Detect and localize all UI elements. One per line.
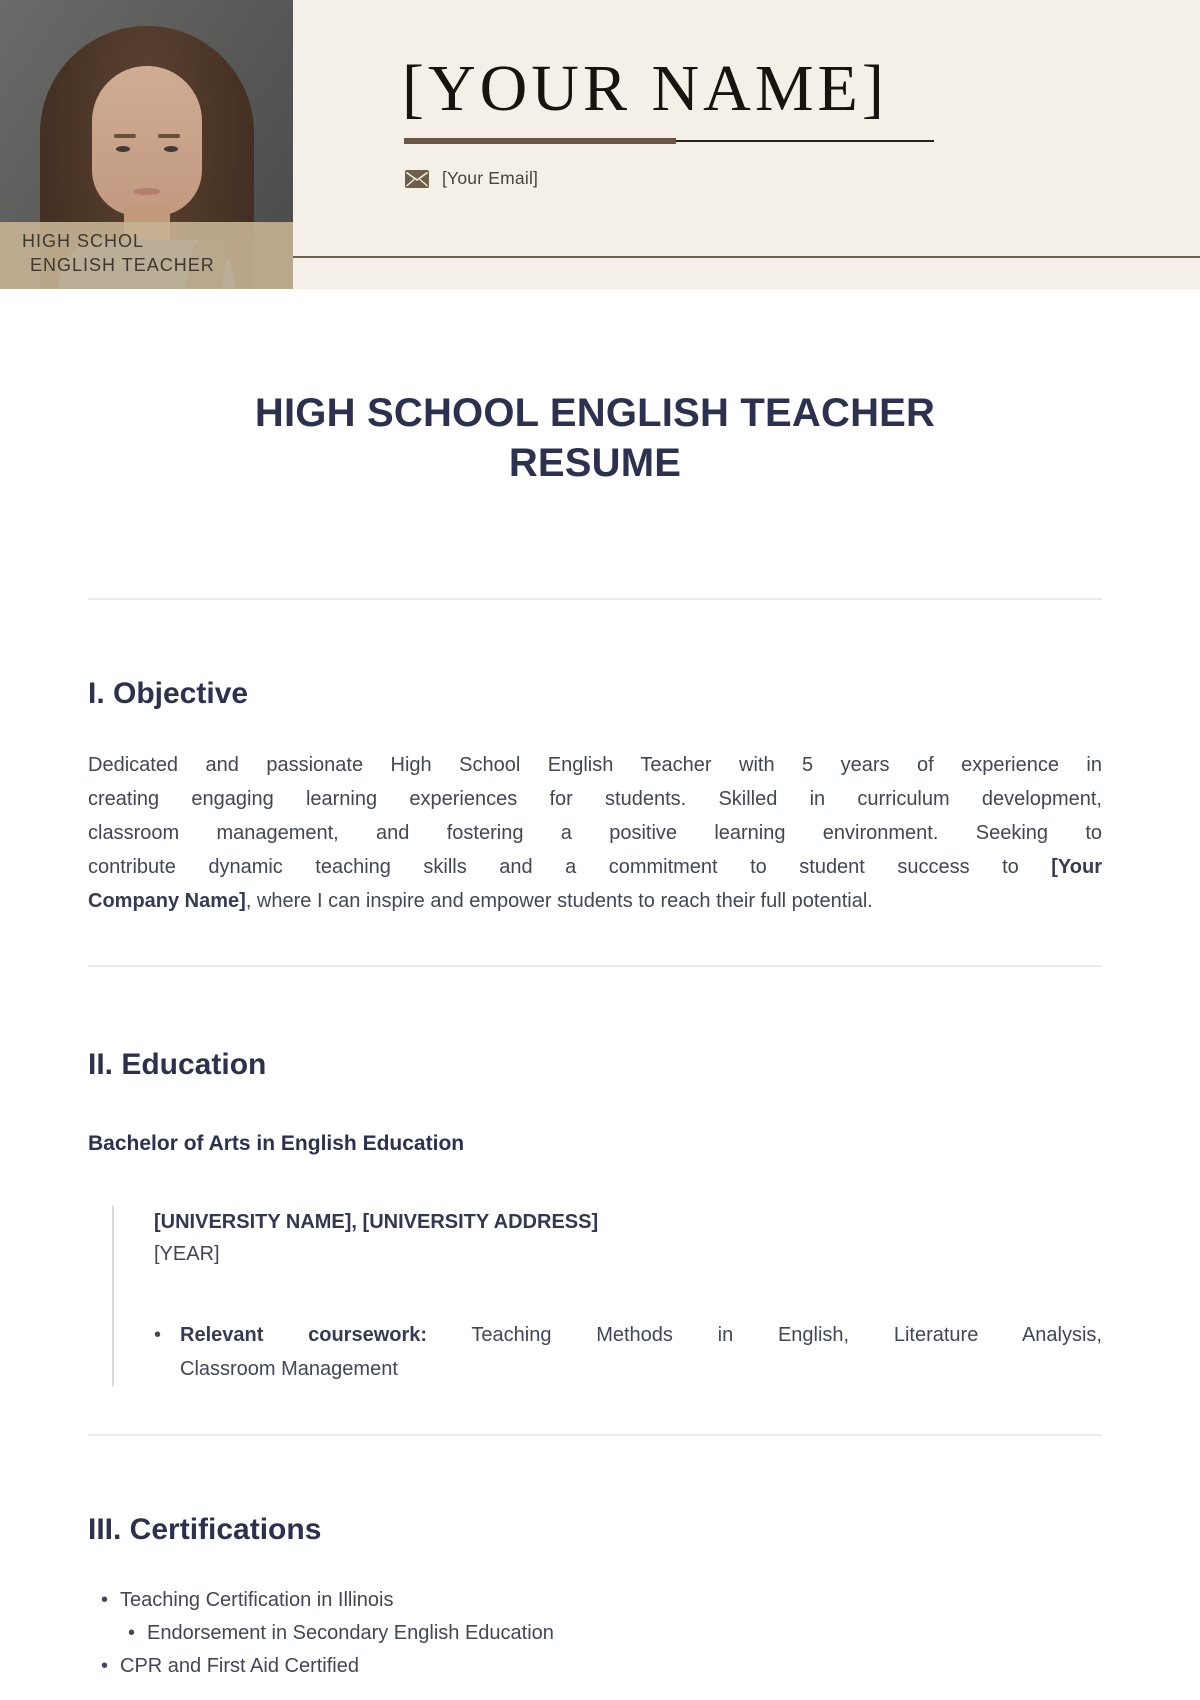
list-item xyxy=(115,1617,1102,1650)
photo-mouth xyxy=(134,188,160,195)
bullet-icon xyxy=(154,1318,180,1386)
company-name-placeholder: [Your xyxy=(1051,856,1102,878)
education-details xyxy=(112,1206,1102,1386)
coursework-label: Relevant coursework: xyxy=(180,1324,428,1346)
email-label: [Your Email] xyxy=(442,168,539,188)
bullet-icon xyxy=(128,1617,147,1650)
profile-photo xyxy=(0,0,293,289)
list-item xyxy=(88,1650,1102,1683)
objective-heading: I. Objective xyxy=(88,677,249,710)
objective-line: Dedicated and passionate High School English Teacher with 5 years of experience in xyxy=(88,754,1102,776)
header-divider xyxy=(293,256,1200,258)
objective-line: creating engaging learning experiences for students. Skilled in curriculum development, xyxy=(88,788,1102,810)
email-row xyxy=(405,168,538,189)
name-underline-rule xyxy=(676,140,934,142)
page-title xyxy=(88,289,1102,488)
company-name-placeholder: Company Name] xyxy=(88,890,246,912)
page-title-line2: RESUME xyxy=(508,441,682,485)
section-divider xyxy=(88,965,1102,967)
candidate-name: [YOUR NAME] xyxy=(402,52,888,125)
objective-line: classroom management, and fostering a positive learning environment. Seeking to xyxy=(88,822,1102,844)
bullet-icon xyxy=(101,1584,120,1617)
coursework-item xyxy=(154,1318,1102,1386)
photo-caption xyxy=(0,222,293,289)
objective-line: Company Name], where I can inspire and empower students to reach their full potential. xyxy=(88,890,873,912)
photo-eye xyxy=(116,146,130,152)
section-divider xyxy=(88,1434,1102,1436)
certifications-list xyxy=(88,1584,1102,1683)
page-header xyxy=(0,0,1200,289)
photo-eye xyxy=(164,146,178,152)
certification-text: Endorsement in Secondary English Education xyxy=(147,1622,554,1644)
document-body xyxy=(88,289,1102,1683)
certification-text: CPR and First Aid Certified xyxy=(120,1655,359,1677)
year-line: [YEAR] xyxy=(154,1243,220,1265)
coursework-text: Relevant coursework: Teaching Methods in English, Literature Analysis, Classroom Management xyxy=(180,1324,1102,1380)
objective-paragraph xyxy=(88,748,1102,918)
objective-line: contribute dynamic teaching skills and a commitment to student success to [Your xyxy=(88,856,1102,878)
certification-text: Teaching Certification in Illinois xyxy=(120,1589,394,1611)
photo-caption-line2: ENGLISH TEACHER xyxy=(30,255,215,275)
certifications-heading: III. Certifications xyxy=(88,1513,322,1546)
photo-caption-line1: HIGH SCHOL xyxy=(22,231,145,251)
degree-title: Bachelor of Arts in English Education xyxy=(88,1132,465,1155)
list-item xyxy=(88,1584,1102,1617)
name-underline-bar xyxy=(404,138,676,144)
page-title-line1: HIGH SCHOOL ENGLISH TEACHER xyxy=(254,391,936,435)
section-divider xyxy=(88,598,1102,600)
education-heading: II. Education xyxy=(88,1048,267,1081)
email-icon xyxy=(405,170,429,188)
university-line: [UNIVERSITY NAME], [UNIVERSITY ADDRESS] xyxy=(154,1211,599,1233)
photo-eyebrow xyxy=(158,134,180,138)
bullet-icon xyxy=(101,1650,120,1683)
photo-eyebrow xyxy=(114,134,136,138)
